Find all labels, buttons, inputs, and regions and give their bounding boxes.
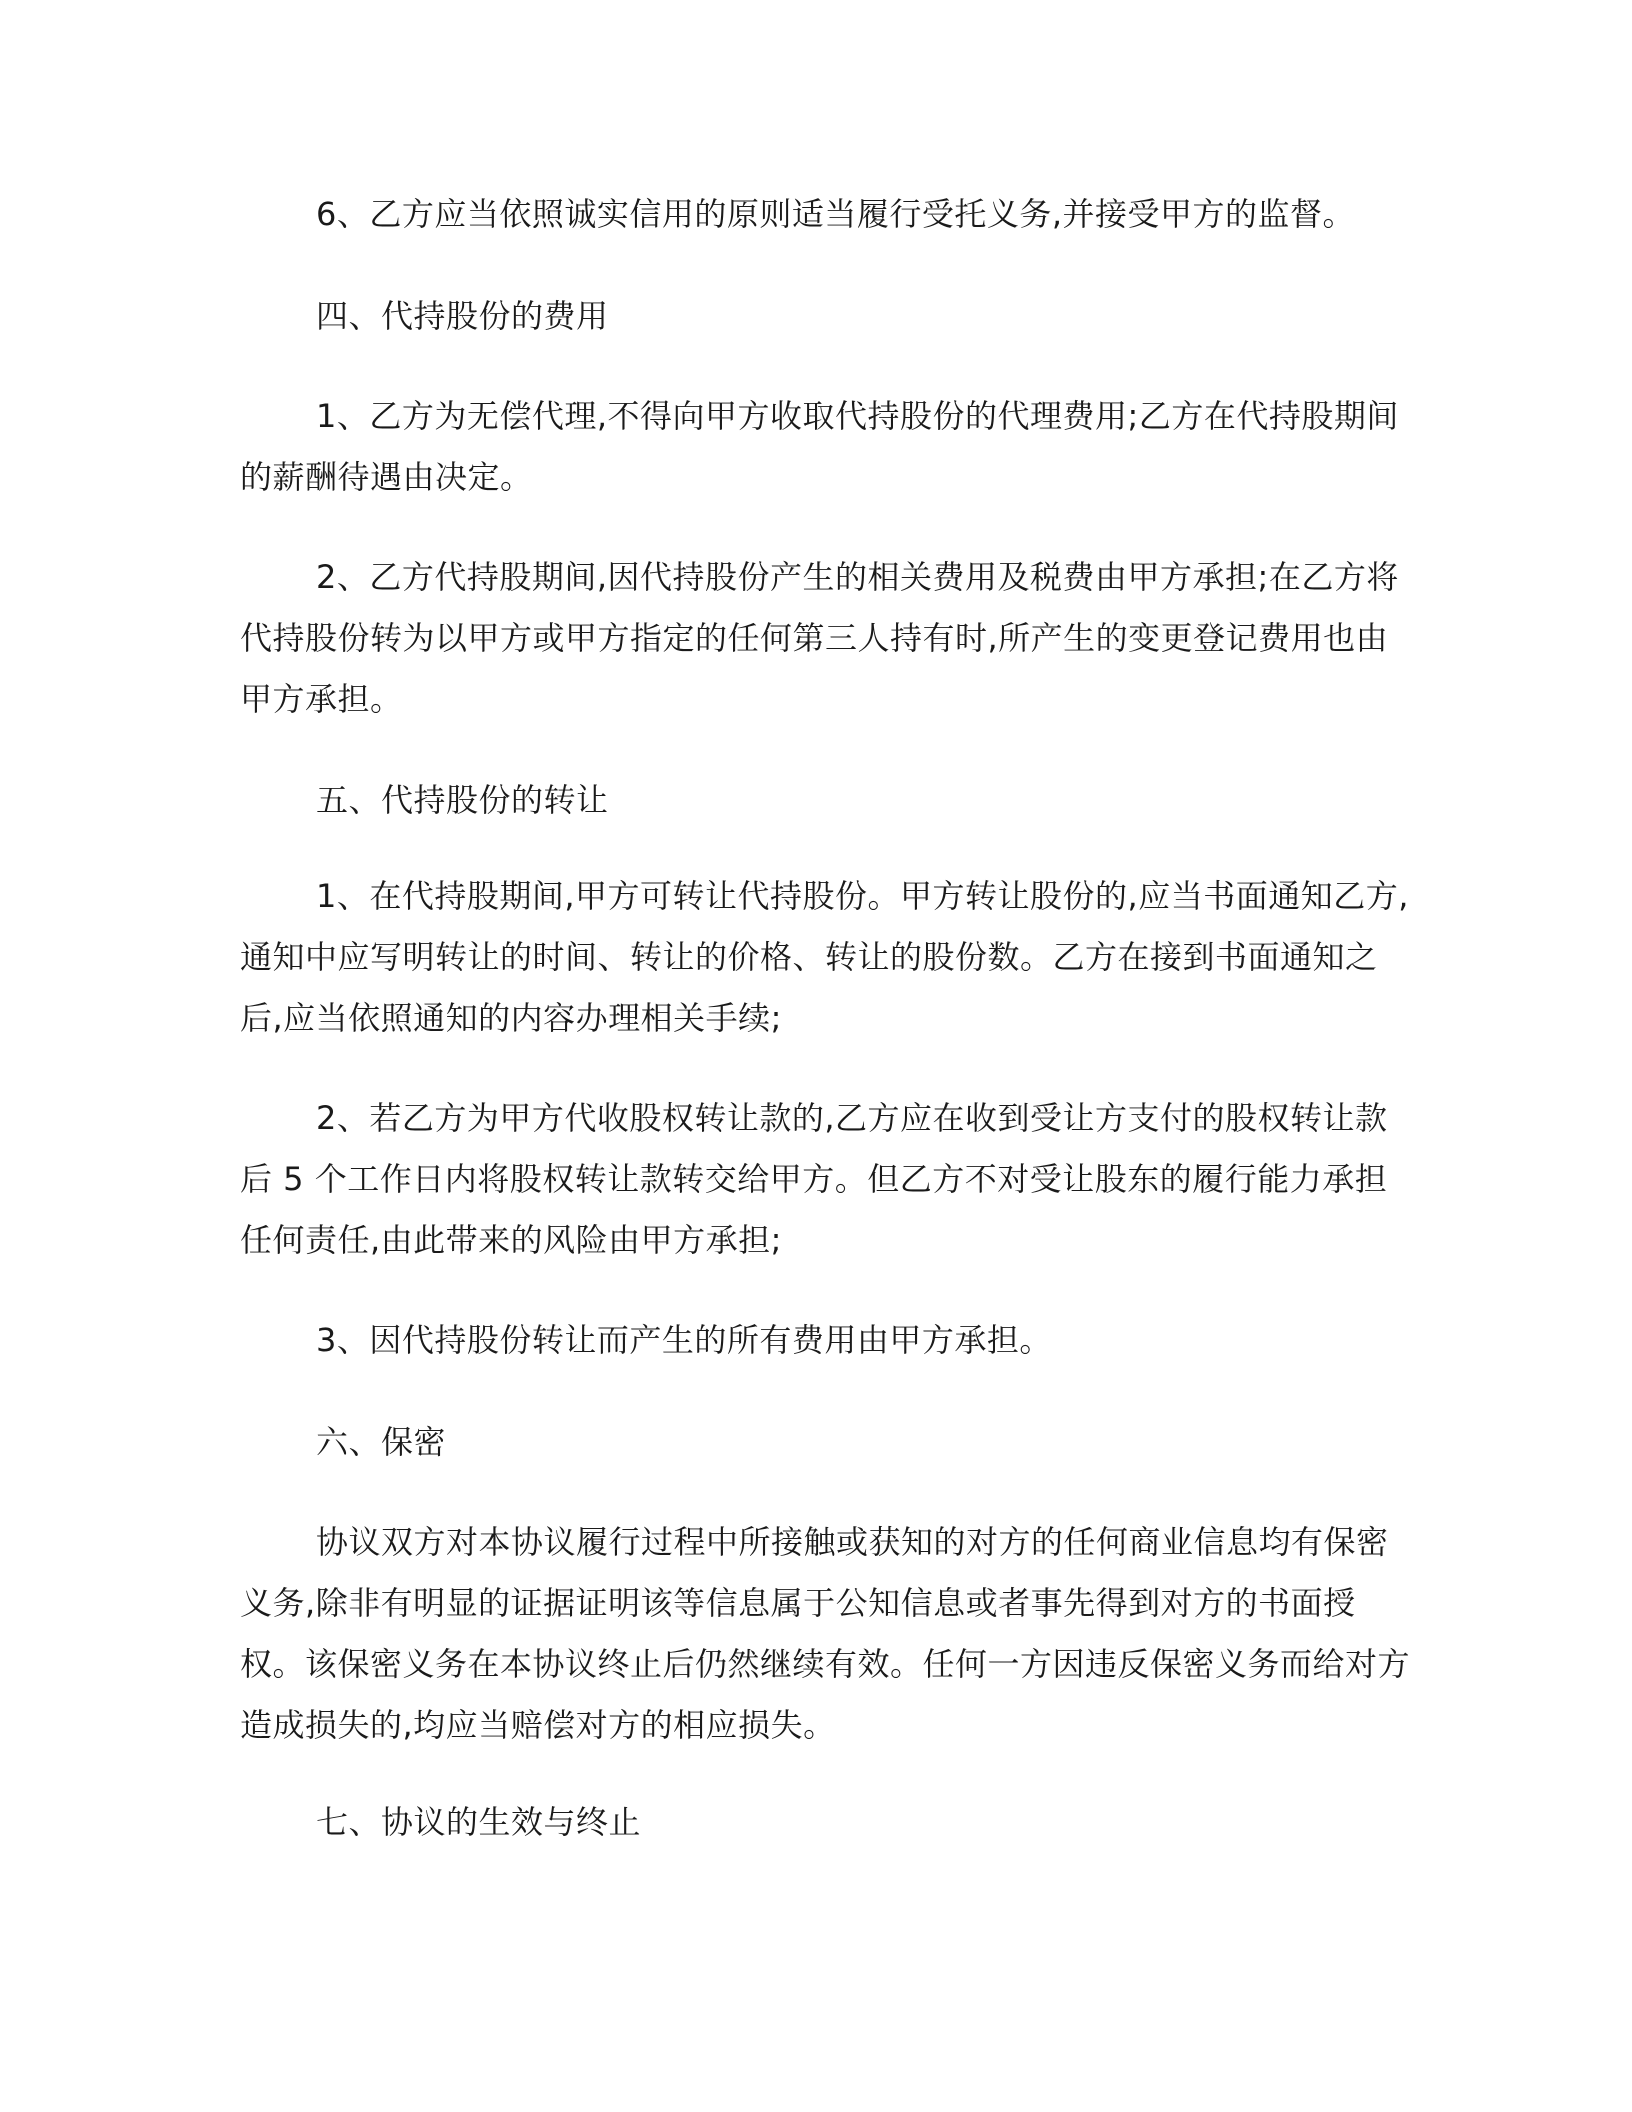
text-line: 2、乙方代持股期间,因代持股份产生的相关费用及税费由甲方承担;在乙方将 xyxy=(316,558,1399,596)
text-line: 六、保密 xyxy=(316,1423,447,1461)
text-line: 协议双方对本协议履行过程中所接触或获知的对方的任何商业信息均有保密 xyxy=(316,1523,1389,1561)
section-heading-5 xyxy=(240,770,1390,831)
text-line: 四、代持股份的费用 xyxy=(316,297,609,335)
clause-transfer-2-paragraph xyxy=(240,1088,1390,1271)
text-line: 1、乙方为无偿代理,不得向甲方收取代持股份的代理费用;乙方在代持股期间 xyxy=(316,397,1399,435)
text-line: 代持股份转为以甲方或甲方指定的任何第三人持有时,所产生的变更登记费用也由 xyxy=(240,619,1389,657)
clause-fee-1-paragraph xyxy=(240,386,1399,508)
section-heading-7 xyxy=(240,1792,1390,1853)
text-line: 3、因代持股份转让而产生的所有费用由甲方承担。 xyxy=(316,1321,1052,1359)
section-heading-6 xyxy=(240,1412,1390,1473)
clause-transfer-3-paragraph xyxy=(240,1310,1390,1371)
text-line: 6、乙方应当依照诚实信用的原则适当履行受托义务,并接受甲方的监督。 xyxy=(316,195,1356,233)
section-heading-4 xyxy=(240,286,1390,347)
text-line: 义务,除非有明显的证据证明该等信息属于公知信息或者事先得到对方的书面授 xyxy=(240,1584,1356,1622)
text-line: 2、若乙方为甲方代收股权转让款的,乙方应在收到受让方支付的股权转让款 xyxy=(316,1099,1388,1137)
clause-transfer-1-paragraph xyxy=(240,866,1409,1049)
text-line: 1、在代持股期间,甲方可转让代持股份。甲方转让股份的,应当书面通知乙方, xyxy=(316,877,1409,915)
confidentiality-paragraph xyxy=(240,1512,1411,1756)
text-line: 权。该保密义务在本协议终止后仍然继续有效。任何一方因违反保密义务而给对方 xyxy=(240,1645,1411,1683)
text-line: 甲方承担。 xyxy=(240,680,403,718)
text-line: 七、协议的生效与终止 xyxy=(316,1803,642,1841)
text-line: 通知中应写明转让的时间、转让的价格、转让的股份数。乙方在接到书面通知之 xyxy=(240,938,1378,976)
text-line: 任何责任,由此带来的风险由甲方承担; xyxy=(240,1221,782,1259)
clause-4-6-paragraph xyxy=(240,184,1390,245)
text-line: 后,应当依照通知的内容办理相关手续; xyxy=(240,999,782,1037)
clause-fee-2-paragraph xyxy=(240,547,1399,730)
text-line: 五、代持股份的转让 xyxy=(316,781,609,819)
text-line: 造成损失的,均应当赔偿对方的相应损失。 xyxy=(240,1706,836,1744)
text-line: 的薪酬待遇由决定。 xyxy=(240,458,533,496)
text-line: 后 5 个工作日内将股权转让款转交给甲方。但乙方不对受让股东的履行能力承担 xyxy=(240,1160,1388,1198)
